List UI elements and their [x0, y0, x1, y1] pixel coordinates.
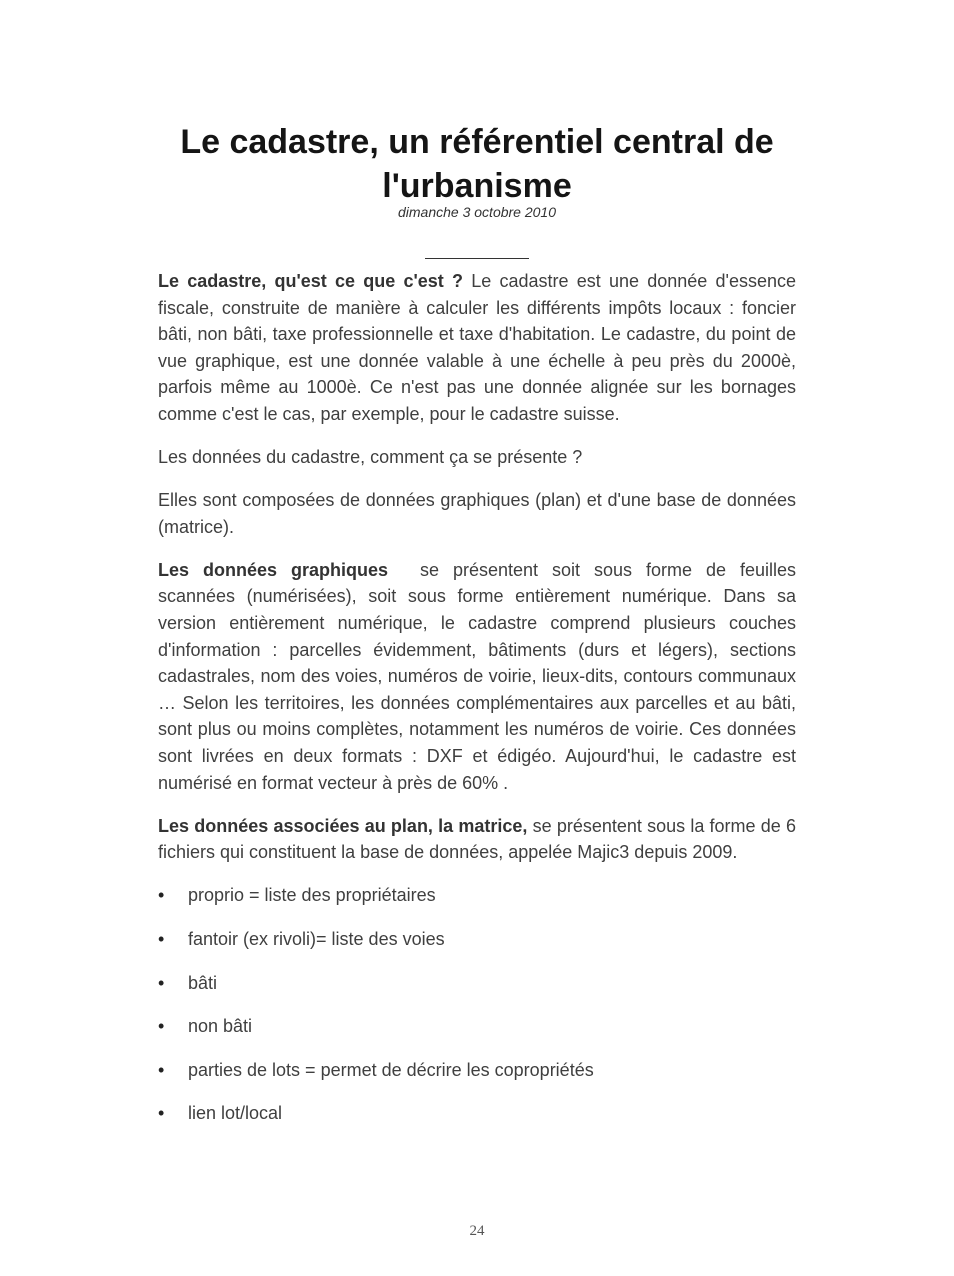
paragraph-definition: [158, 268, 796, 428]
page-title: Le cadastre, un référentiel central de l'urbanisme: [180, 123, 774, 205]
paragraph-matrix-text: se présentent sous la forme de 6 fichiers qui constituent la base de données, appelée Majic3 depuis 2009.: [158, 815, 796, 863]
page-number: 24: [469, 1223, 485, 1239]
paragraph-matrix: [158, 813, 796, 866]
bullet-icon: •: [158, 972, 165, 993]
bullet-icon: •: [158, 1059, 165, 1080]
paragraph-composition: Elles sont composées de données graphiques (plan) et d'une base de données (matrice).: [158, 490, 796, 537]
article-date: dimanche 3 octobre 2010: [398, 204, 556, 220]
list-item: • bâti: [158, 970, 796, 997]
paragraph-matrix-heading: Les données associées au plan, la matrice,: [158, 815, 528, 836]
bullet-icon: •: [158, 1016, 165, 1037]
paragraph-graphic-data-heading: Les données graphiques: [158, 559, 388, 580]
paragraph-question: Les données du cadastre, comment ça se présente ?: [158, 447, 583, 468]
list-item: • lien lot/local: [158, 1100, 796, 1127]
article-body: [158, 268, 796, 1144]
list-item: • fantoir (ex rivoli)= liste des voies: [158, 926, 796, 953]
title-separator: [425, 258, 529, 259]
matrix-files-list: [158, 882, 796, 1127]
list-item: • non bâti: [158, 1013, 796, 1040]
bullet-icon: •: [158, 1103, 165, 1124]
list-item: • parties de lots = permet de décrire les copropriétés: [158, 1057, 796, 1084]
paragraph-definition-text: Le cadastre est une donnée d'essence fiscale, construite de manière à calculer les différents impôts locaux : foncier bâti, non bâti, taxe professionnelle et taxe d'habitation. Le cadastre, du point de vue graphique, est une donnée valable à une échelle à peu près du 2000è, parfois même au 1000è. Ce n'est pas une donnée alignée sur les bornages comme c'est le cas, par exemple, pour le cadastre suisse.: [158, 271, 796, 424]
paragraph-definition-heading: Le cadastre, qu'est ce que c'est ?: [158, 271, 463, 291]
paragraph-graphic-data: [158, 557, 796, 796]
list-item: • proprio = liste des propriétaires: [158, 882, 796, 909]
paragraph-graphic-data-text: se présentent soit sous forme de feuilles scannées (numérisées), soit sous forme entièrement numérique. Dans sa version entièrement numérique, le cadastre comprend plusieurs couches d'information : parcelles évidemment, bâtiments (durs et légers), sections cadastrales, nom des voies, numéros de voirie, lieux-dits, contours communaux … Selon les territoires, les données complémentaires aux parcelles et au bâti, sont plus ou moins complètes, notamment les numéros de voirie. Ces données sont livrées en deux formats : DXF et édigéo. Aujourd'hui, le cadastre est numérisé en format vecteur à près de 60% .: [158, 559, 796, 793]
bullet-icon: •: [158, 885, 165, 906]
bullet-icon: •: [158, 928, 165, 949]
